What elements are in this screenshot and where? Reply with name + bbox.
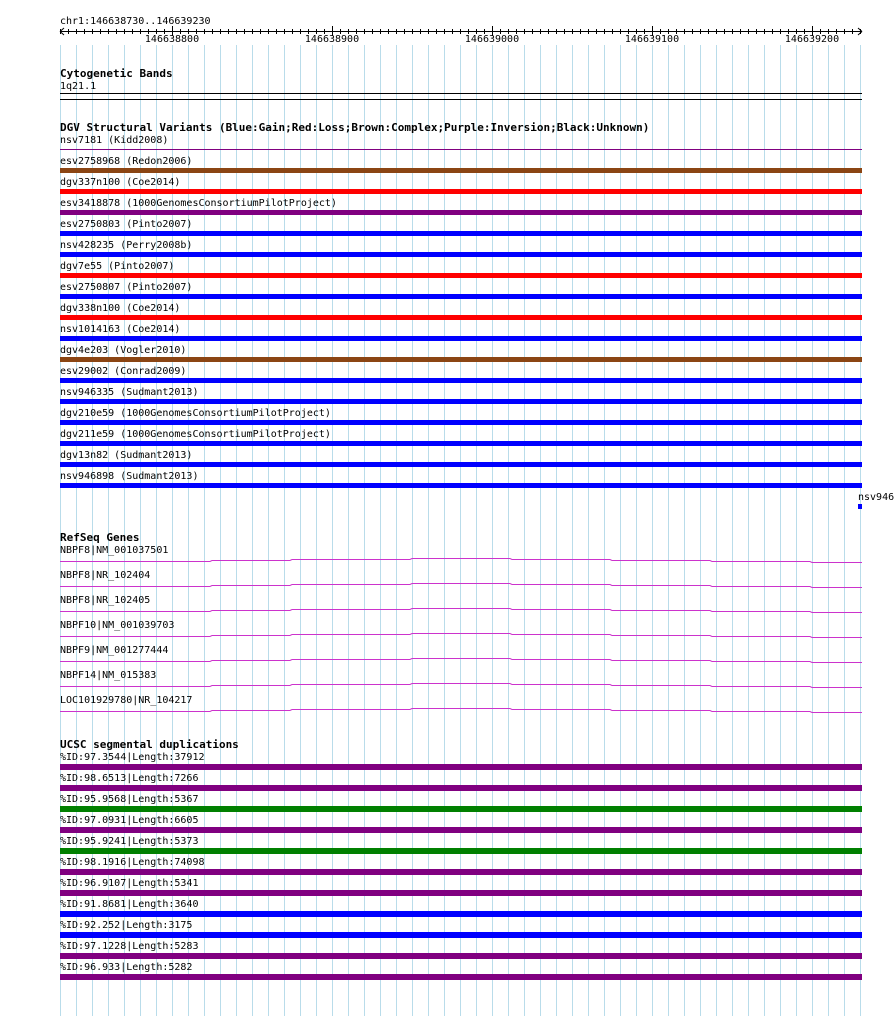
cytoband-line-bottom <box>60 99 862 100</box>
dgv-feature-label: nsv1014163 (Coe2014) <box>60 324 181 335</box>
segdup-bar[interactable] <box>60 890 862 896</box>
segdup-label: %ID:95.9568|Length:5367 <box>60 794 199 805</box>
dgv-feature-label: dgv210e59 (1000GenomesConsortiumPilotProject) <box>60 408 331 419</box>
dgv-feature-bar[interactable] <box>60 357 862 362</box>
segdup-bar[interactable] <box>60 953 862 959</box>
gene-label[interactable]: NBPF8|NR_102405 <box>60 595 151 606</box>
segdup-bar[interactable] <box>60 911 862 917</box>
gene-label[interactable]: LOC101929780|NR_104217 <box>60 695 193 706</box>
dgv-feature-label: nsv7181 (Kidd2008) <box>60 135 169 146</box>
gene-intron-line <box>60 609 862 613</box>
segdup-label: %ID:95.9241|Length:5373 <box>60 836 199 847</box>
gene-intron-line <box>60 634 862 638</box>
dgv-feature-bar[interactable] <box>60 252 862 257</box>
segdup-bar[interactable] <box>60 764 862 770</box>
gene-intron-line <box>60 659 862 663</box>
dgv-track-title[interactable]: DGV Structural Variants (Blue:Gain;Red:Loss;Brown:Complex;Purple:Inversion;Black:Unknown) <box>60 121 650 134</box>
gene-label[interactable]: NBPF10|NM_001039703 <box>60 620 175 631</box>
ruler-tick-label: 146639100 <box>624 34 680 45</box>
gene-model[interactable] <box>60 578 862 590</box>
dgv-feature-bar[interactable] <box>60 273 862 278</box>
cytoband-line-top <box>60 93 862 94</box>
segdup-bar[interactable] <box>60 827 862 833</box>
dgv-feature-bar[interactable] <box>60 462 862 467</box>
dgv-feature-bar[interactable] <box>60 149 862 150</box>
dgv-feature-bar[interactable] <box>60 483 862 488</box>
dgv-feature-label: esv29002 (Conrad2009) <box>60 366 187 377</box>
dgv-feature-label: dgv211e59 (1000GenomesConsortiumPilotProject) <box>60 429 331 440</box>
dgv-feature-label: nsv946898 (Sudmant2013) <box>60 471 199 482</box>
dgv-feature-bar[interactable] <box>60 420 862 425</box>
gene-model[interactable] <box>60 703 862 715</box>
dgv-feature-label: dgv7e55 (Pinto2007) <box>60 261 175 272</box>
dgv-feature-label: dgv4e203 (Vogler2010) <box>60 345 187 356</box>
gene-model[interactable] <box>60 678 862 690</box>
refseq-track-title[interactable]: RefSeq Genes <box>60 531 140 544</box>
dgv-feature-bar[interactable] <box>60 336 862 341</box>
dgv-feature-label: nsv946335 (Sudmant2013) <box>60 387 199 398</box>
segdup-bar[interactable] <box>60 806 862 812</box>
gene-label[interactable]: NBPF14|NM_015383 <box>60 670 157 681</box>
segdup-label: %ID:97.3544|Length:37912 <box>60 752 205 763</box>
segdup-bar[interactable] <box>60 932 862 938</box>
gene-model[interactable] <box>60 628 862 640</box>
dgv-overflow-label: nsv946 <box>858 492 894 503</box>
gene-label[interactable]: NBPF8|NR_102404 <box>60 570 151 581</box>
ruler-tick-label: 146638800 <box>144 34 200 45</box>
segdup-bar[interactable] <box>60 974 862 980</box>
segdup-bar[interactable] <box>60 785 862 791</box>
segdup-bar[interactable] <box>60 848 862 854</box>
gene-intron-line <box>60 709 862 713</box>
segdup-bar[interactable] <box>60 869 862 875</box>
cytoband-label: 1q21.1 <box>60 81 97 92</box>
gene-intron-line <box>60 584 862 588</box>
gene-label[interactable]: NBPF8|NM_001037501 <box>60 545 169 556</box>
region-label: chr1:146638730..146639230 <box>60 16 211 27</box>
dgv-feature-bar[interactable] <box>60 294 862 299</box>
dgv-feature-label: dgv13n82 (Sudmant2013) <box>60 450 193 461</box>
dgv-feature-bar[interactable] <box>60 189 862 194</box>
ruler[interactable] <box>0 26 890 46</box>
segdup-label: %ID:97.1228|Length:5283 <box>60 941 199 952</box>
segdup-label: %ID:92.252|Length:3175 <box>60 920 193 931</box>
dgv-feature-bar[interactable] <box>60 168 862 173</box>
ruler-tick-label: 146638900 <box>304 34 360 45</box>
dgv-feature-label: esv2750803 (Pinto2007) <box>60 219 193 230</box>
gene-model[interactable] <box>60 603 862 615</box>
ruler-tick-label: 146639200 <box>784 34 840 45</box>
dgv-feature-label: dgv338n100 (Coe2014) <box>60 303 181 314</box>
dgv-overflow-feature[interactable] <box>858 504 862 509</box>
segdup-track-title[interactable]: UCSC segmental duplications <box>60 738 239 751</box>
dgv-feature-bar[interactable] <box>60 399 862 404</box>
segdup-label: %ID:97.0931|Length:6605 <box>60 815 199 826</box>
dgv-feature-label: esv2758968 (Redon2006) <box>60 156 193 167</box>
segdup-label: %ID:96.9107|Length:5341 <box>60 878 199 889</box>
dgv-feature-label: dgv337n100 (Coe2014) <box>60 177 181 188</box>
dgv-feature-bar[interactable] <box>60 210 862 215</box>
dgv-feature-bar[interactable] <box>60 315 862 320</box>
cytoband-track-title[interactable]: Cytogenetic Bands <box>60 67 173 80</box>
dgv-feature-label: nsv428235 (Perry2008b) <box>60 240 193 251</box>
ruler-tick-label: 146639000 <box>464 34 520 45</box>
gene-model[interactable] <box>60 553 862 565</box>
gene-model[interactable] <box>60 653 862 665</box>
segdup-label: %ID:91.8681|Length:3640 <box>60 899 199 910</box>
segdup-label: %ID:98.6513|Length:7266 <box>60 773 199 784</box>
gene-label[interactable]: NBPF9|NM_001277444 <box>60 645 169 656</box>
dgv-feature-bar[interactable] <box>60 231 862 236</box>
dgv-feature-bar[interactable] <box>60 441 862 446</box>
gene-intron-line <box>60 684 862 688</box>
segdup-label: %ID:98.1916|Length:74098 <box>60 857 205 868</box>
segdup-label: %ID:96.933|Length:5282 <box>60 962 193 973</box>
gene-intron-line <box>60 559 862 563</box>
dgv-feature-label: esv3418878 (1000GenomesConsortiumPilotProject) <box>60 198 337 209</box>
dgv-feature-bar[interactable] <box>60 378 862 383</box>
dgv-feature-label: esv2750807 (Pinto2007) <box>60 282 193 293</box>
